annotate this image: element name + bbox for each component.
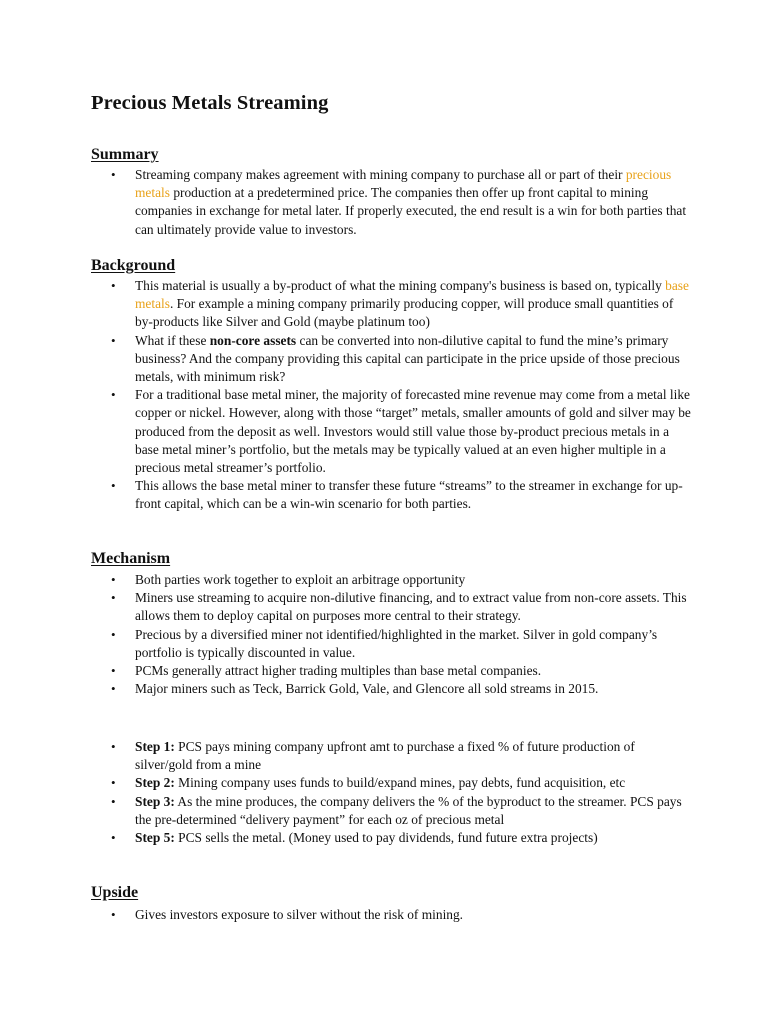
upside-heading: Upside [91, 884, 139, 901]
list-item: • Major miners such as Teck, Barrick Gold, Vale, and Glencore all sold streams in 2015. [91, 680, 691, 698]
step-label: Step 2: [135, 775, 175, 791]
list-item: • PCMs generally attract higher trading multiples than base metal companies. [91, 662, 691, 680]
mechanism-list [91, 571, 691, 698]
list-item: • Gives investors exposure to silver without the risk of mining. [91, 906, 691, 924]
summary-list [91, 166, 691, 239]
step-label: Step 1: [135, 739, 175, 754]
list-item: • Both parties work together to exploit an arbitrage opportunity [91, 571, 691, 589]
upside-list [91, 906, 691, 924]
background-item-3: • For a traditional base metal miner, the majority of forecasted mine revenue may come from a metal like copper or nickel. However, along with those “target” metals, smaller amounts of gold and silver may be produced from the deposit as well. Investors would still value those by-product precious metals in a base metal miner’s portfolio, but the metals may be typically valued at an even higher multiple in a precious metal streamer’s portfolio. [91, 386, 691, 477]
highlighted-text: base metals [135, 278, 689, 312]
step-item: • Step 5: PCS sells the metal. (Money used to pay dividends, fund future extra projects) [91, 829, 691, 847]
mechanism-heading: Mechanism [91, 550, 171, 567]
step-label: Step 5: [135, 830, 175, 846]
list-item: • Precious by a diversified miner not identified/highlighted in the market. Silver in gold company’s portfolio is typically discounted in value. [91, 626, 691, 662]
step-item: • Step 2: Mining company uses funds to build/expand mines, pay debts, fund acquisition, etc [91, 774, 691, 792]
background-item-1: • This material is usually a by-product of what the mining company's business is based on, typically base metals. For example a mining company primarily producing copper, will produce small quantities of by-products like Silver and Gold (maybe platinum too) [91, 277, 691, 332]
background-item-2: • What if these non-core assets can be converted into non-dilutive capital to fund the mine’s primary business? And the company providing this capital can participate in the price upside of those precious metals, with minimum risk? [91, 332, 691, 387]
bold-text: non-core assets [209, 332, 297, 348]
background-list [91, 277, 691, 514]
step-item: • Step 1: PCS pays mining company upfront amt to purchase a fixed % of future production of silver/gold from a mine [91, 738, 691, 774]
step-item: • Step 3: As the mine produces, the company delivers the % of the byproduct to the streamer. PCS pays the pre-determined “delivery payment” for each oz of precious metal [91, 793, 691, 829]
list-item: • Miners use streaming to acquire non-dilutive financing, and to extract value from non-core assets. This allows them to deploy capital on purposes more central to their strategy. [91, 589, 691, 625]
summary-item: • Streaming company makes agreement with mining company to purchase all or part of their precious metals production at a predetermined price. The companies then offer up front capital to mining companies in exchange for metal later. If properly executed, the end result is a win for both parties that can ultimately provide value to investors. [91, 166, 691, 239]
steps-list [91, 738, 691, 847]
summary-heading: Summary [91, 146, 159, 163]
step-label: Step 3: [135, 793, 175, 809]
page-title: Precious Metals Streaming [91, 92, 329, 114]
background-item-4: • This allows the base metal miner to transfer these future “streams” to the streamer in exchange for up-front capital, which can be a win-win scenario for both parties. [91, 477, 691, 513]
background-heading: Background [91, 257, 176, 274]
highlighted-text: precious metals [135, 167, 672, 201]
